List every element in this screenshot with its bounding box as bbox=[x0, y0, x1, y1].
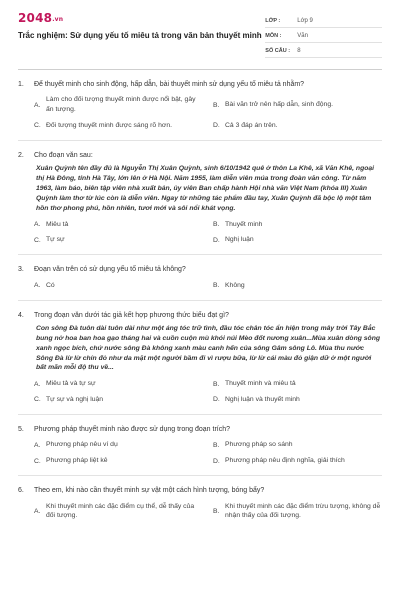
answer-options bbox=[34, 95, 382, 131]
option-text: Miêu tả bbox=[46, 220, 69, 228]
option-letter: B. bbox=[213, 282, 220, 290]
answer-options bbox=[34, 440, 382, 466]
question-4 bbox=[18, 301, 382, 415]
answer-option-a[interactable] bbox=[34, 379, 203, 389]
option-text: Tự sự và nghị luận bbox=[46, 396, 104, 404]
reading-passage: Con sông Đà tuôn dài tuôn dài như một áng tóc trữ tình, đầu tóc chân tóc ẩn hiện trong mây trời Tây Bắc bung nở hoa ban hoa gạo tháng hai và cuồn cuộn mù khói núi Mèo đốt nương xuân...Mùa xuân dòng sông xanh ngọc bích, chứ nước sông Đà không xanh màu canh hến của sông Gâm sông Lô. Mùa thu nước Sông Đà lừ lừ chín đỏ như da mặt một người bầm đi vì rượu bữa, lừ lừ cái màu đỏ giận dữ ở một người bất mãn mỗi độ thu về... bbox=[36, 325, 380, 372]
meta-row-grade bbox=[265, 16, 382, 28]
meta-value: Văn bbox=[297, 33, 308, 40]
option-letter: D. bbox=[213, 457, 220, 465]
question-text: Trong đoạn văn dưới tác giả kết hợp phương thức biểu đạt gì? bbox=[34, 311, 229, 319]
answer-option-b[interactable] bbox=[213, 502, 382, 522]
logo-main: 2048 bbox=[18, 11, 53, 25]
answer-option-c[interactable] bbox=[34, 395, 203, 405]
question-number: 5. bbox=[18, 425, 24, 433]
question-number: 3. bbox=[18, 266, 24, 274]
meta-label: SỐ CÂU : bbox=[265, 47, 291, 54]
option-letter: B. bbox=[213, 101, 220, 109]
option-text: Có bbox=[46, 281, 55, 289]
answer-option-b[interactable] bbox=[213, 220, 382, 230]
answer-option-c[interactable] bbox=[34, 456, 203, 466]
answer-options bbox=[34, 379, 382, 405]
answer-option-d[interactable] bbox=[213, 121, 382, 131]
answer-option-a[interactable] bbox=[34, 281, 203, 291]
header-left bbox=[18, 10, 265, 42]
option-letter: A. bbox=[34, 282, 41, 290]
meta-value: 8 bbox=[297, 48, 301, 55]
answer-option-c[interactable] bbox=[34, 121, 203, 131]
answer-option-b[interactable] bbox=[213, 281, 382, 291]
option-letter: B. bbox=[213, 441, 220, 449]
option-letter: B. bbox=[213, 220, 220, 228]
answer-option-a[interactable] bbox=[34, 440, 203, 450]
option-letter: A. bbox=[34, 220, 41, 228]
answer-options bbox=[34, 281, 382, 291]
question-stem bbox=[18, 486, 382, 495]
option-text: Miêu tả và tự sự bbox=[46, 380, 96, 388]
question-stem bbox=[18, 425, 382, 434]
question-number: 2. bbox=[18, 151, 24, 159]
question-number: 1. bbox=[18, 81, 24, 88]
option-text: Cả 3 đáp án trên. bbox=[225, 122, 278, 130]
option-text: Phương pháp so sánh bbox=[225, 441, 293, 449]
meta-label: MÔN : bbox=[265, 32, 282, 39]
option-text: Phương pháp nêu ví dụ bbox=[46, 441, 118, 449]
meta-value: Lớp 9 bbox=[297, 18, 313, 25]
question-text: Cho đoạn văn sau: bbox=[34, 151, 93, 159]
option-letter: D. bbox=[213, 236, 220, 244]
question-2 bbox=[18, 141, 382, 255]
option-letter: C. bbox=[34, 122, 41, 130]
site-logo[interactable] bbox=[18, 10, 265, 26]
option-text: Phương pháp liệt kê bbox=[46, 457, 108, 465]
question-text: Để thuyết minh cho sinh động, hấp dẫn, bài thuyết minh sử dụng yếu tố miêu tả nhằm? bbox=[34, 81, 305, 88]
option-text: Phương pháp nêu định nghĩa, giải thích bbox=[225, 457, 345, 465]
quiz-meta bbox=[265, 16, 382, 61]
option-text: Thuyết minh bbox=[225, 220, 263, 228]
answer-option-d[interactable] bbox=[213, 395, 382, 405]
answer-option-d[interactable] bbox=[213, 456, 382, 466]
option-letter: D. bbox=[213, 122, 220, 130]
option-letter: A. bbox=[34, 380, 41, 388]
option-text: Bài văn trở nên hấp dẫn, sinh động. bbox=[225, 101, 333, 109]
answer-options bbox=[34, 502, 382, 522]
answer-option-a[interactable] bbox=[34, 502, 203, 522]
option-text: Làm cho đối tượng thuyết minh được nổi bật, gây ấn tượng. bbox=[46, 96, 196, 114]
answer-option-a[interactable] bbox=[34, 220, 203, 230]
question-text: Theo em, khi nào cần thuyết minh sự vật một cách hình tượng, bóng bẩy? bbox=[34, 487, 265, 495]
answer-option-d[interactable] bbox=[213, 235, 382, 245]
answer-option-a[interactable] bbox=[34, 95, 203, 115]
question-number: 6. bbox=[18, 487, 24, 495]
question-text: Phương pháp thuyết minh nào được sử dụng trong đoạn trích? bbox=[34, 425, 231, 433]
option-letter: C. bbox=[34, 236, 41, 244]
option-letter: A. bbox=[34, 507, 41, 515]
question-3 bbox=[18, 255, 382, 300]
option-letter: B. bbox=[213, 507, 220, 515]
answer-option-c[interactable] bbox=[34, 235, 203, 245]
question-6 bbox=[18, 476, 382, 530]
question-text: Đoạn văn trên có sử dụng yếu tố miêu tả không? bbox=[34, 266, 186, 274]
option-text: Khi thuyết minh các đặc điểm cụ thể, dễ thấy của đối tượng. bbox=[46, 502, 195, 520]
answer-option-b[interactable] bbox=[213, 440, 382, 450]
question-number: 4. bbox=[18, 311, 24, 319]
option-text: Không bbox=[225, 281, 245, 289]
option-text: Tự sự bbox=[46, 236, 65, 244]
option-text: Đối tượng thuyết minh được sáng rõ hơn. bbox=[46, 122, 172, 130]
option-letter: C. bbox=[34, 457, 41, 465]
meta-label: LỚP : bbox=[265, 17, 281, 24]
option-letter: A. bbox=[34, 441, 41, 449]
meta-row-subject bbox=[265, 31, 382, 43]
answer-option-b[interactable] bbox=[213, 95, 382, 115]
worksheet-header bbox=[18, 10, 382, 70]
option-letter: A. bbox=[34, 101, 41, 109]
option-letter: B. bbox=[213, 380, 220, 388]
meta-row-count bbox=[265, 46, 382, 58]
question-stem bbox=[18, 80, 382, 89]
question-stem bbox=[18, 311, 382, 320]
question-1 bbox=[18, 70, 382, 141]
logo-tld: .vn bbox=[52, 16, 64, 23]
option-text: Nghị luận bbox=[225, 236, 254, 244]
option-text: Thuyết minh và miêu tả bbox=[225, 380, 296, 388]
answer-option-b[interactable] bbox=[213, 379, 382, 389]
reading-passage: Xuân Quỳnh tên đầy đủ là Nguyễn Thị Xuân Quỳnh, sinh 6/10/1942 quê ở thôn La Khê, xã Văn Khê, ngoại thị Hà Đông, tỉnh Hà Tây, lớn lên ở Hà Nội. Năm 1955, làm diễn viên múa trong đoàn văn công. Từ năm 1963, làm báo, biên tập viên nhà xuất bản, ủy viên Ban chấp hành Hội nhà văn Việt Nam (khóa III) Xuân Quỳnh làm thơ từ lúc còn là diễn viên. Ngay từ những tác phẩm đầu tay, Xuân Quỳnh đã bộc lộ một tâm hồn thơ phong phú, hồn nhiên, tươi mới và sôi nổi khát vọng. bbox=[36, 165, 375, 212]
question-stem bbox=[18, 151, 382, 160]
question-stem bbox=[18, 265, 382, 274]
option-text: Nghị luận và thuyết minh bbox=[225, 396, 300, 404]
option-letter: D. bbox=[213, 396, 220, 404]
quiz-title: Trắc nghiệm: Sử dụng yếu tố miêu tả trong văn bản thuyết minh bbox=[18, 31, 262, 41]
question-5 bbox=[18, 415, 382, 476]
option-letter: C. bbox=[34, 396, 41, 404]
answer-options bbox=[34, 220, 382, 246]
option-text: Khi thuyết minh các đặc điểm trừu tượng, không dễ nhận thấy của đối tượng. bbox=[225, 502, 381, 520]
